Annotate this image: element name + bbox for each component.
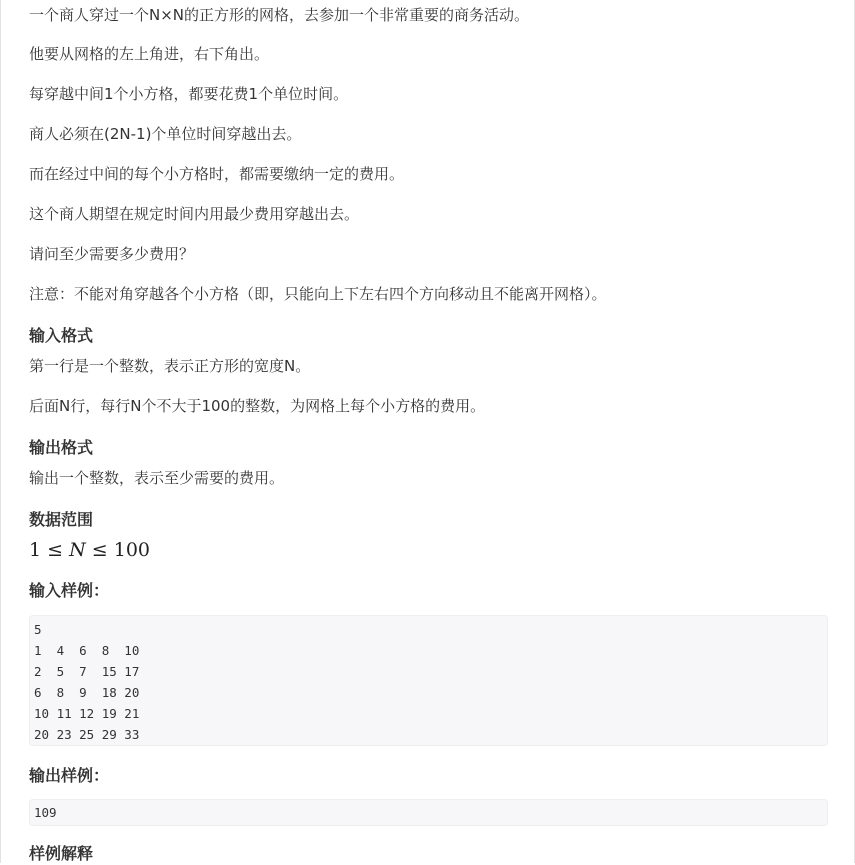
sample-input-heading: 输入样例： [29,581,110,600]
description-paragraph: 商人必须在(2N-1)个单位时间穿越出去。 [29,125,302,143]
description-paragraph: 注意：不能对角穿越各个小方格（即，只能向上下左右四个方向移动且不能离开网格）。 [29,285,607,303]
range-variable: N [69,539,86,561]
sample-input-code-block[interactable] [29,615,828,746]
sample-explanation-heading: 样例解释 [29,844,94,863]
sample-output-code-block[interactable] [29,799,828,826]
description-paragraph: 一个商人穿过一个N×N的正方形的网格，去参加一个非常重要的商务活动。 [29,6,530,24]
output-format-text: 输出一个整数，表示至少需要的费用。 [29,469,285,487]
description-paragraph: 请问至少需要多少费用？ [29,245,195,263]
description-paragraph: 这个商人期望在规定时间内用最少费用穿越出去。 [29,205,360,223]
input-format-line: 第一行是一个整数，表示正方形的宽度N。 [29,357,311,375]
range-lower-bound: 1 [29,539,42,561]
sample-input-code[interactable]: 5 1 4 6 8 10 2 5 7 15 17 6 8 9 18 20 10 11 12 19 21 20 23 25 29 33 [34,622,140,742]
range-operator: ≤ [47,539,64,561]
sample-output-heading: 输出样例： [29,766,110,785]
sample-output-code[interactable]: 109 [34,805,57,820]
data-range-formula [29,538,150,562]
data-range-heading: 数据范围 [29,510,94,529]
range-upper-bound: 100 [113,539,151,561]
description-paragraph: 他要从网格的左上角进，右下角出。 [29,45,270,63]
range-operator: ≤ [91,539,108,561]
input-format-line: 后面N行，每行N个不大于100的整数，为网格上每个小方格的费用。 [29,397,486,415]
output-format-heading: 输出格式 [29,438,94,457]
description-paragraph: 而在经过中间的每个小方格时，都需要缴纳一定的费用。 [29,165,405,183]
description-paragraph: 每穿越中间1个小方格，都要花费1个单位时间。 [29,85,349,103]
input-format-heading: 输入格式 [29,326,94,345]
